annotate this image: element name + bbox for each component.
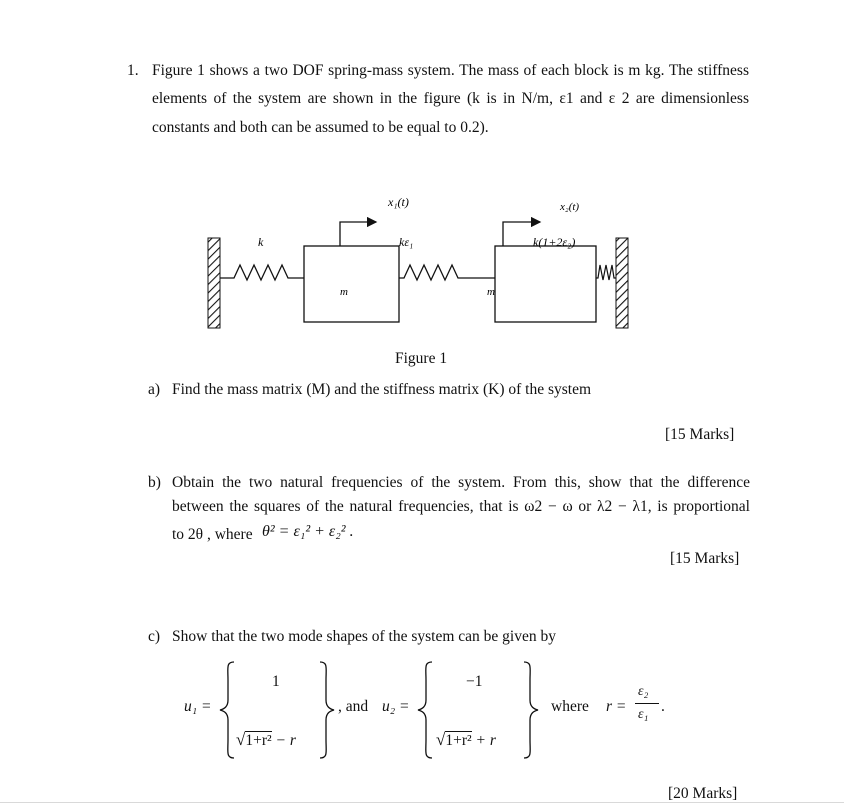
r-equals: r =: [606, 698, 627, 715]
spring-1: [220, 265, 304, 280]
u1-label: u₁ =: [184, 698, 212, 715]
question-line-1: Figure 1 shows a two DOF spring-mass system. The mass of each block is m kg. The stiffness: [152, 62, 749, 79]
mass-2-label: m: [487, 286, 495, 298]
part-b-label: b): [148, 474, 161, 491]
r-fraction-bar: [635, 703, 659, 704]
u2-right-brace: [520, 660, 540, 760]
part-a-marks: [15 Marks]: [665, 426, 735, 443]
part-c-label: c): [148, 628, 161, 645]
left-wall: [208, 238, 220, 328]
mass-2-block: [495, 246, 596, 322]
x1-arrow: [340, 222, 376, 246]
question-line-2: elements of the system are shown in the figure (k is in N/m, ε1 and ε 2 are dimensionless: [152, 90, 749, 107]
page-bottom-rule: [0, 802, 844, 803]
u1-left-brace: [218, 660, 238, 760]
part-b-line-3: to 2θ , where: [172, 526, 253, 543]
right-wall: [616, 238, 628, 328]
and-text: , and: [338, 698, 369, 715]
spring-1-label: k: [258, 235, 264, 249]
u1-right-brace: [316, 660, 336, 760]
r-period: .: [661, 698, 665, 715]
spring-2: [399, 265, 495, 280]
part-a-text: Find the mass matrix (M) and the stiffness matrix (K) of the system: [172, 381, 592, 398]
u1-rest: − r: [275, 732, 296, 749]
u2-left-brace: [416, 660, 436, 760]
u1-root: 1+r²: [245, 732, 272, 749]
spring-2-label: kε₁: [399, 235, 414, 249]
u2-rest: + r: [475, 732, 496, 749]
question-number: 1.: [127, 62, 139, 79]
spring-3-label: k(1+2ε₂): [533, 235, 576, 249]
part-c-marks: [20 Marks]: [668, 785, 738, 802]
x1-label: x₁(t): [388, 195, 409, 209]
part-b-line-1: Obtain the two natural frequencies of the system. From this, show that the difference: [172, 474, 750, 491]
part-b-marks: [15 Marks]: [670, 550, 740, 567]
mass-1-label: m: [340, 286, 348, 298]
u2-bottom: √1+r² + r: [436, 730, 496, 749]
question-line-3: constants and both can be assumed to be equal to 0.2).: [152, 119, 489, 136]
part-c-text: Show that the two mode shapes of the system can be given by: [172, 628, 556, 645]
theta-equation: θ² = ε₁² + ε₂² .: [262, 523, 354, 540]
r-denominator: ε₁: [638, 707, 649, 722]
u2-root: 1+r²: [445, 732, 472, 749]
u2-label: u₂ =: [382, 698, 410, 715]
spring-3: [596, 262, 616, 292]
u1-bottom: √1+r² − r: [236, 730, 296, 749]
part-a-label: a): [148, 381, 161, 398]
spring-mass-figure: [200, 190, 640, 340]
u2-top: −1: [466, 673, 483, 690]
where-text: where: [551, 698, 589, 715]
mass-1-block: [304, 246, 399, 322]
figure-caption: Figure 1: [395, 350, 448, 367]
part-b-line-2: between the squares of the natural frequencies, that is ω2 − ω or λ2 − λ1, is proportional: [172, 498, 750, 515]
r-numerator: ε₂: [638, 684, 649, 699]
u1-top: 1: [272, 673, 280, 690]
x2-label: x₂(t): [560, 201, 580, 213]
